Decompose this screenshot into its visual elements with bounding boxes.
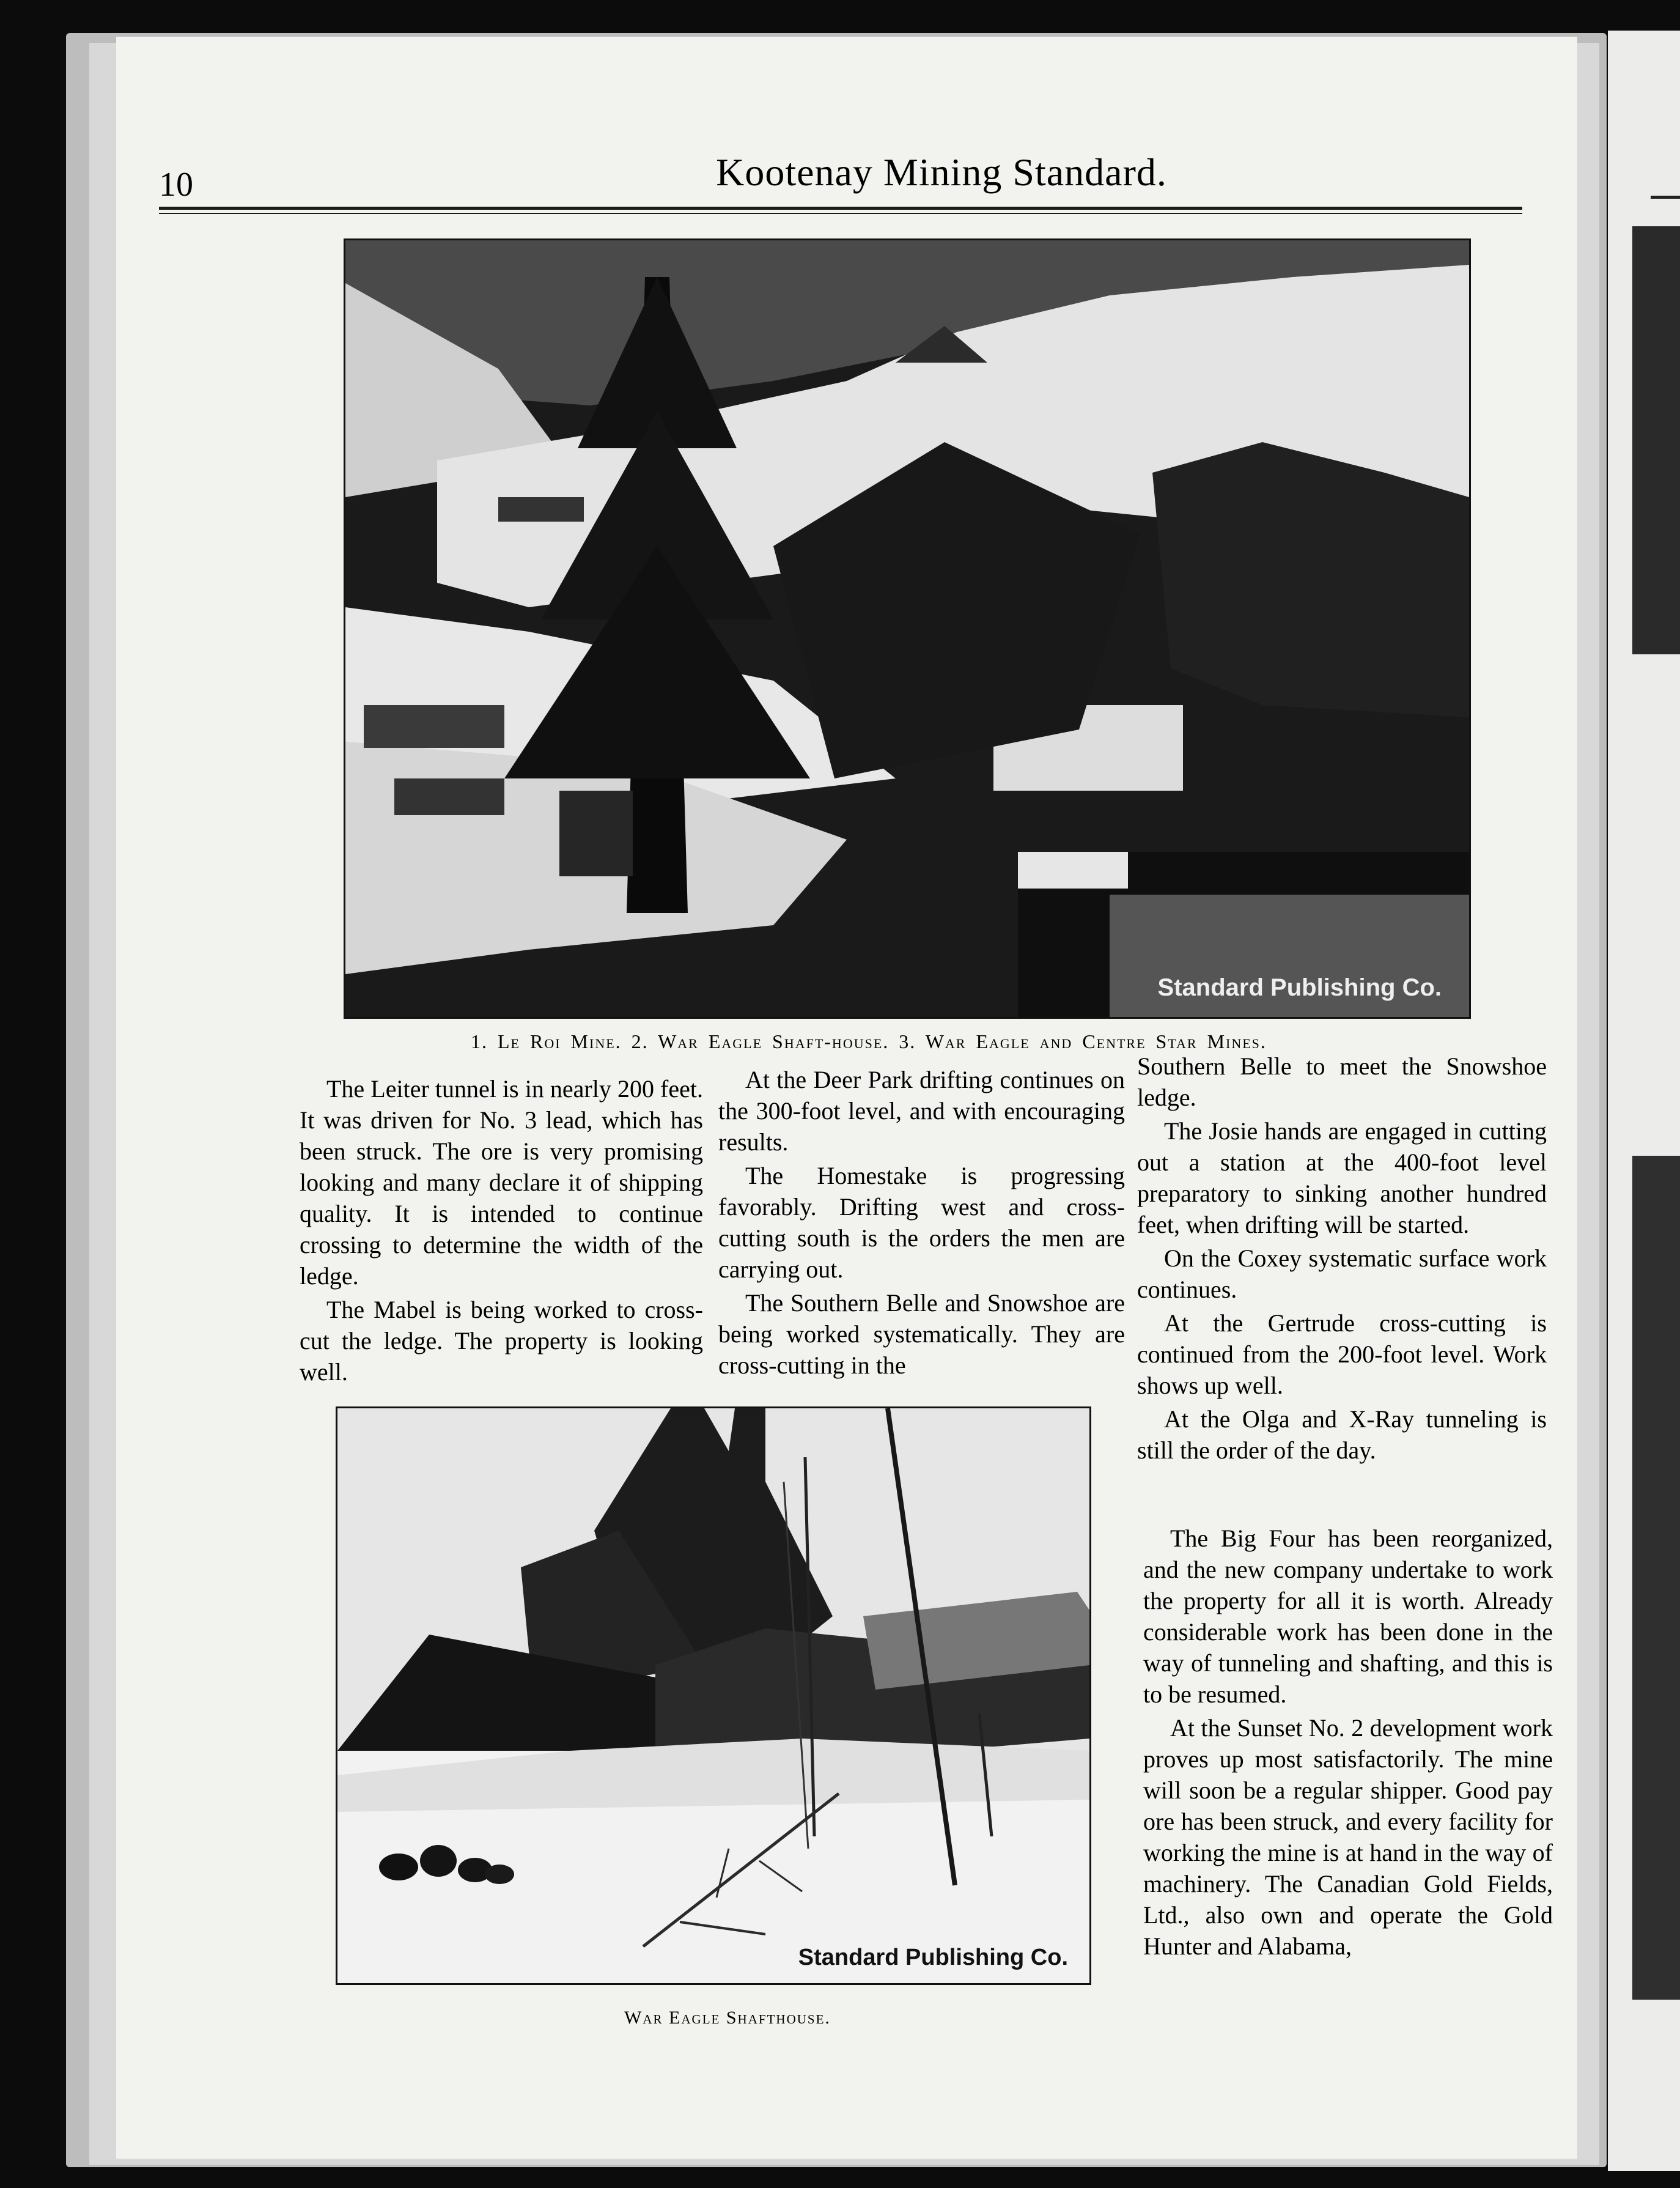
shafthouse-image: [337, 1408, 1089, 1983]
article-column-3-continued: [1143, 1523, 1553, 1964]
column3-paragraph: At the Gertrude cross-cutting is continued from the 200-foot level. Work shows up well.: [1137, 1309, 1547, 1399]
header-rule-thin: [159, 213, 1522, 214]
column2-paragraph: At the Deer Park drifting continues on the 300-foot level, and with encouraging results.: [718, 1066, 1125, 1156]
column3b-paragraph: The Big Four has been reorganized, and the new company undertake to work the property for all it is worth. Already considerable work has been done in the way of tunneling and shafting, and this is to be resumed.: [1143, 1525, 1553, 1708]
figure2-caption: War Eagle Shafthouse.: [624, 2008, 831, 2028]
column3-paragraph: Southern Belle to meet the Snowshoe ledge.: [1137, 1052, 1547, 1111]
facing-page-photo-bottom: [1632, 1156, 1680, 2000]
photo2-credit: Standard Publishing Co.: [798, 1945, 1068, 1970]
article-column-1: [300, 1073, 703, 1390]
running-title: Kootenay Mining Standard.: [716, 150, 1167, 194]
column2-paragraph: The Homestake is progressing favorably. Drifting west and cross-cutting south is the orders the men are carrying out.: [718, 1162, 1125, 1283]
column2-paragraph: The Southern Belle and Snowshoe are being worked systematically. They are cross-cutting in the: [718, 1289, 1125, 1379]
facing-page-photo-top: [1632, 226, 1680, 654]
figure1-caption: 1. Le Roi Mine. 2. War Eagle Shaft-house. 3. War Eagle and Centre Star Mines.: [471, 1030, 1267, 1052]
photo1-credit: Standard Publishing Co.: [1157, 974, 1442, 1001]
mines-panorama-image: [345, 240, 1469, 1017]
page-number: 10: [159, 166, 193, 204]
column3-paragraph: On the Coxey systematic surface work continues.: [1137, 1244, 1547, 1303]
mines-panorama-photo: [344, 238, 1471, 1019]
article-column-3: [1137, 1051, 1547, 1468]
header-rule: [159, 207, 1522, 210]
column3b-paragraph: At the Sunset No. 2 development work proves up most satisfactorily. The mine will soon be a regular shipper. Good pay ore has been struck, and every facility for working the mine is at hand in the way of machinery. The Canadian Gold Fields, Ltd., also own and operate the Gold Hunter and Alabama,: [1143, 1714, 1553, 1960]
article-column-2: [718, 1064, 1125, 1383]
facing-page-edge: [1608, 31, 1680, 2171]
column3-paragraph: At the Olga and X-Ray tunneling is still the order of the day.: [1137, 1405, 1547, 1464]
shafthouse-photo: [336, 1406, 1091, 1985]
column1-paragraph: The Mabel is being worked to cross-cut the ledge. The property is looking well.: [300, 1296, 703, 1386]
column3-paragraph: The Josie hands are engaged in cutting out a station at the 400-foot level preparatory to sinking another hundred feet, when drifting will be started.: [1137, 1117, 1547, 1238]
facing-page-rule: [1651, 196, 1680, 199]
column1-paragraph: The Leiter tunnel is in nearly 200 feet. It was driven for No. 3 lead, which has been struck. The ore is very promising looking and many declare it of shipping quality. It is intended to continue crossing to determine the width of the ledge.: [300, 1075, 703, 1290]
